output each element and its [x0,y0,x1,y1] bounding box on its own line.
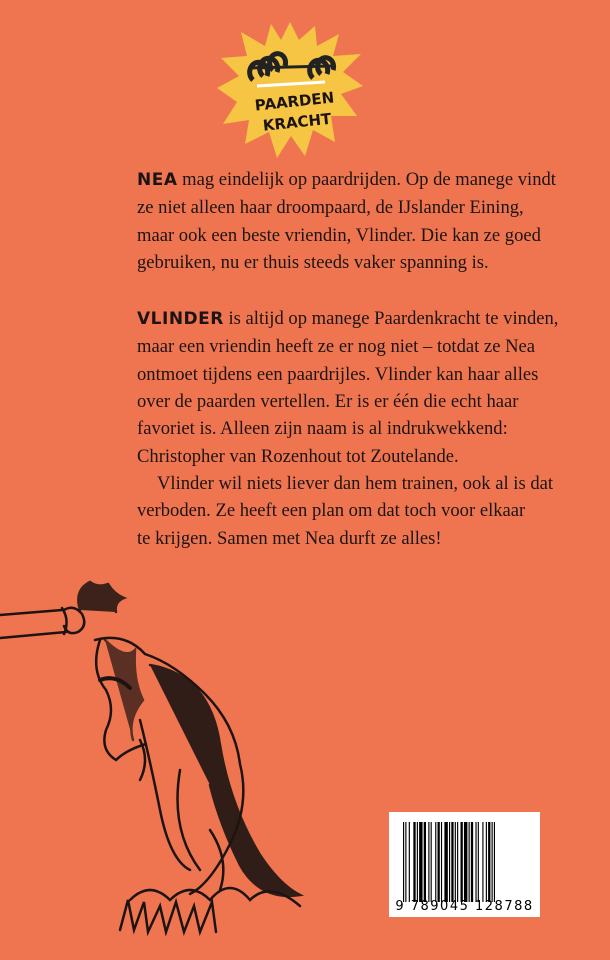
barcode-bar [438,822,440,902]
text-line: verboden. Ze heeft een plan om dat toch voor elkaar [137,500,526,522]
barcode-bar [419,822,422,902]
barcode-bar [417,822,418,902]
barcode-bar [441,822,442,902]
barcode-bar [464,822,467,902]
text-line: over de paarden vertellen. Er is er één die echt haar [137,391,519,413]
barcode-bar [424,822,426,902]
text-line: is altijd op manege Paardenkracht te vinden, [223,308,559,330]
barcode-bar [403,822,404,902]
barcode-bar [405,822,406,902]
barcode-bar [475,822,476,902]
text-line: te krijgen. Samen met Nea durft ze alles! [137,527,442,549]
text-line: favoriet is. Alleen zijn naam is al indrukwekkend: [137,418,508,440]
barcode-bars [403,822,527,902]
text-line: maar een vriendin heeft ze er nog niet – totdat ze Nea [137,336,536,358]
barcode-bar [471,822,473,902]
barcode-bar [492,822,493,902]
paragraph-plan [137,470,577,552]
text-line: maar ook een beste vriendin, Vlinder. Die kan ze goed [137,224,541,246]
svg-text:PAARDEN: PAARDEN [253,88,336,115]
barcode-bar [482,822,483,902]
text-line: ontmoet tijdens een paardrijles. Vlinder kan haar alles [137,363,539,385]
barcode-bar [455,822,456,902]
svg-text:KRACHT: KRACHT [261,109,333,135]
paragraph-vlinder [137,305,577,470]
isbn-barcode [389,812,540,917]
horse-illustration [0,570,320,950]
text-line: ze niet alleen haar droompaard, de IJslander Eining, [137,197,524,219]
barcode-bar [488,822,490,902]
barcode-bar [478,822,479,902]
barcode-bar [428,822,429,902]
barcode-bar [431,822,432,902]
text-line: Vlinder wil niets liever dan hem trainen, ook al is dat [157,472,554,494]
lead-name: VLINDER [137,309,224,330]
barcode-bar [413,822,415,902]
isbn-number: 9 789045 128788 [395,899,534,914]
barcode-bar [469,822,470,902]
paragraph-nea [137,166,577,276]
back-cover-blurb [137,166,577,581]
barcode-bar [461,822,463,902]
barcode-bar [494,822,495,902]
barcode-bar [444,822,447,902]
barcode-bar [409,822,410,902]
paardenkracht-logo [215,20,365,160]
text-line: gebruiken, nu er thuis steeds vaker spanning is. [137,251,489,273]
barcode-bar [449,822,450,902]
barcode-bar [486,822,487,902]
barcode-bar [451,822,453,902]
barcode-bar [435,822,436,902]
text-line: Christopher van Rozenhout tot Zoutelande. [137,445,459,467]
barcode-bar [457,822,458,902]
lead-name: NEA [137,170,178,190]
text-line: mag eindelijk op paardrijden. Op de manege vindt [177,169,556,190]
